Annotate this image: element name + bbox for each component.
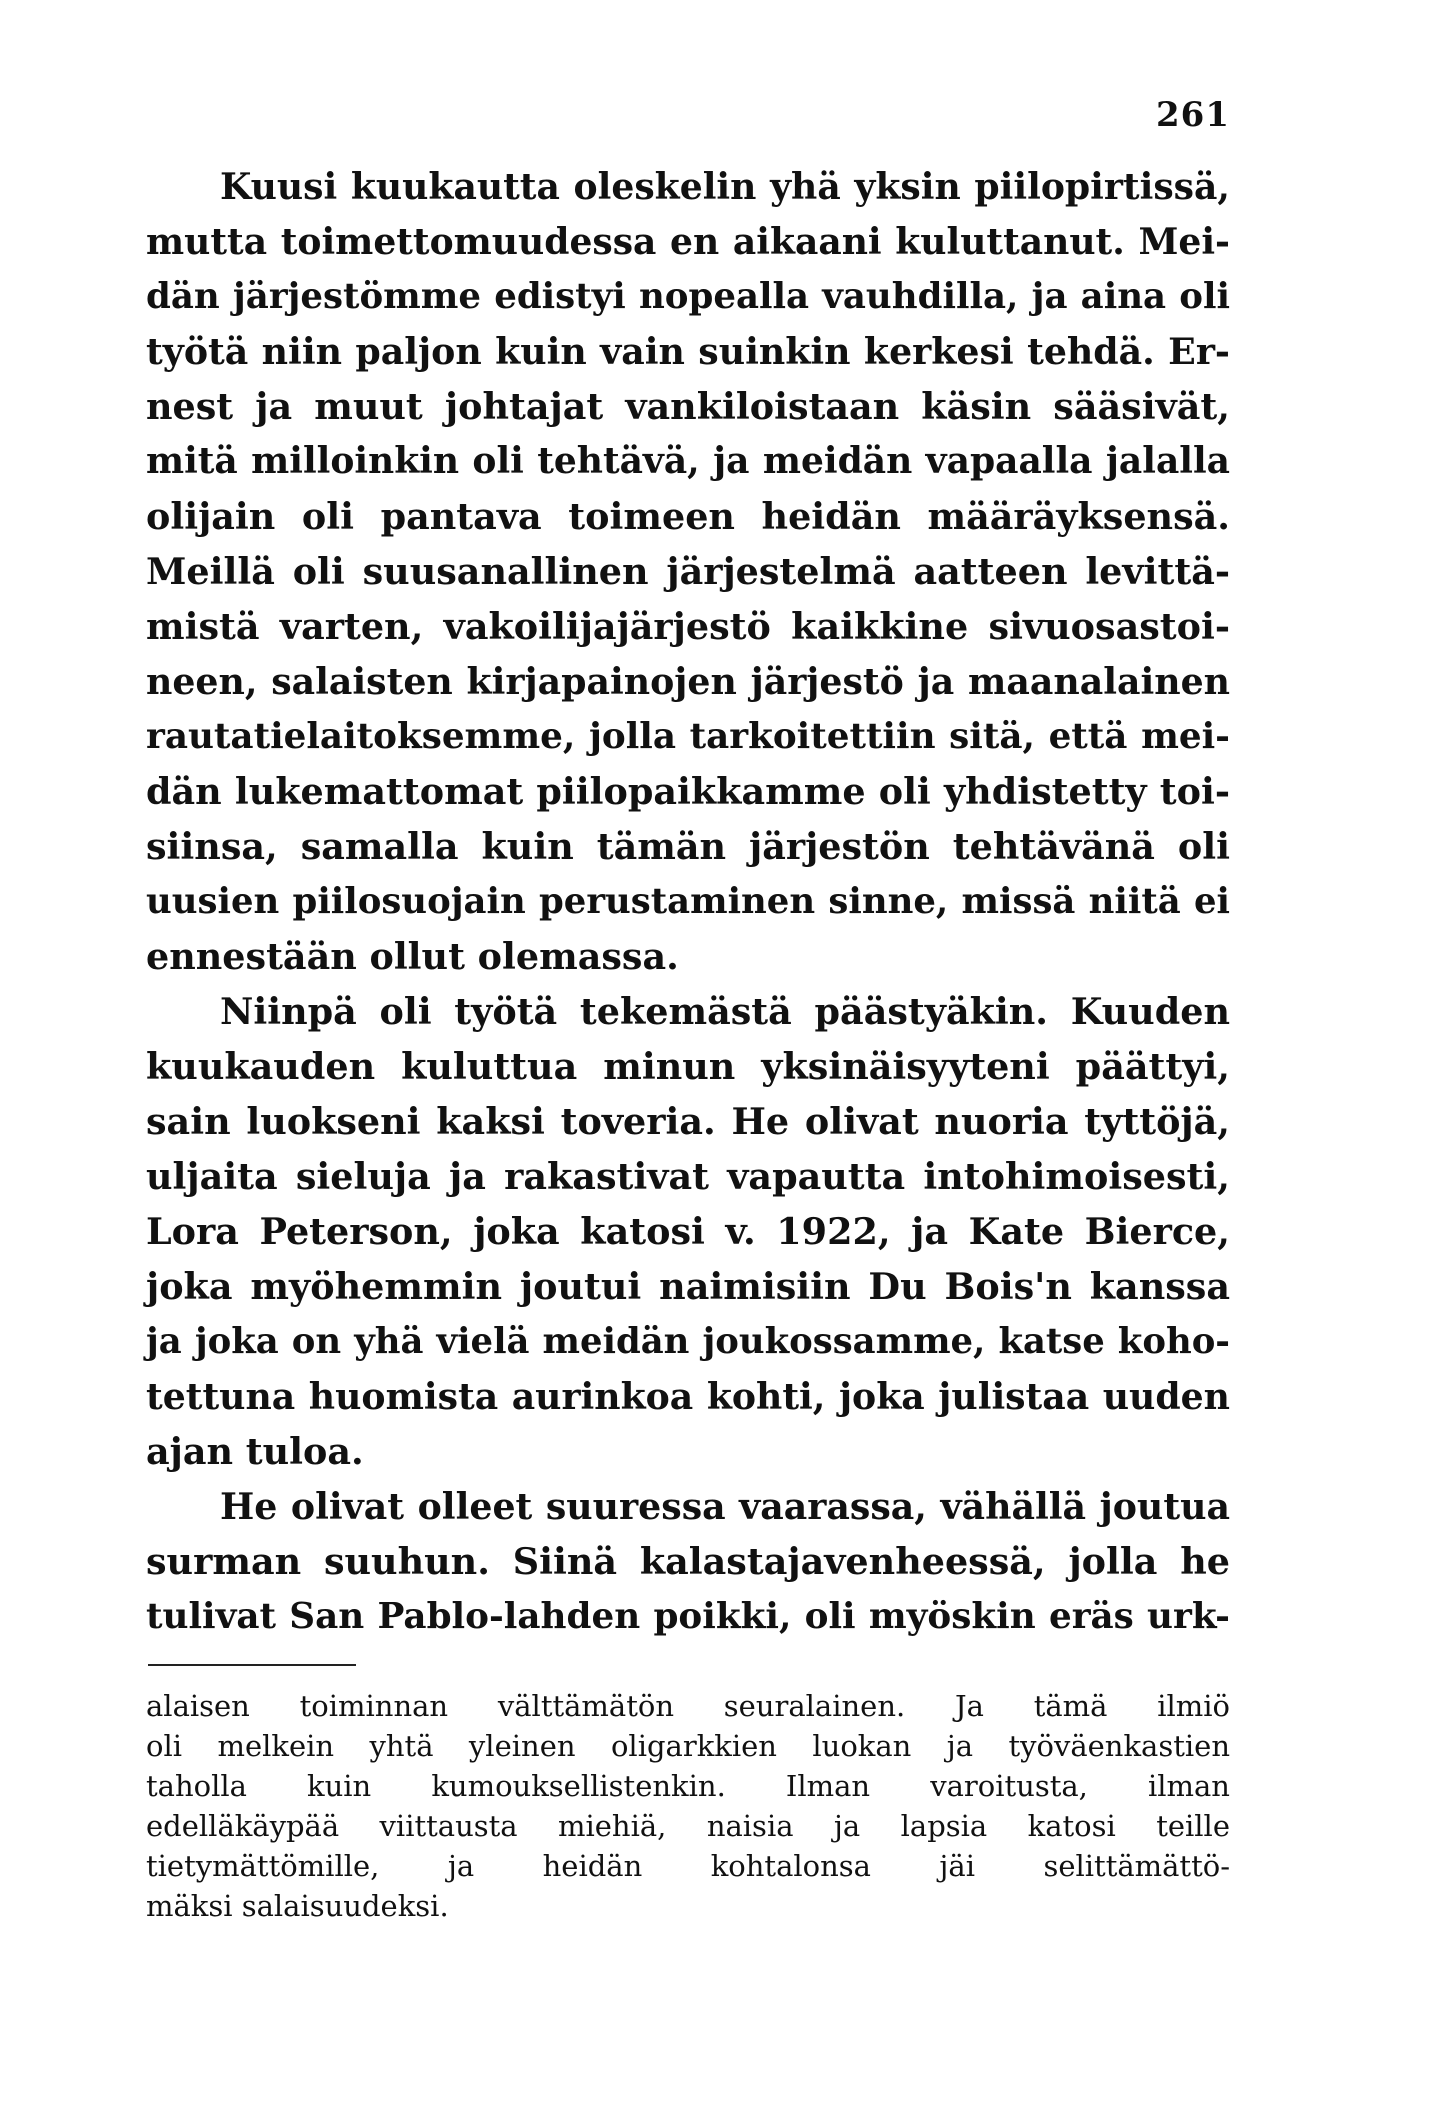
footnote-divider bbox=[148, 1664, 356, 1666]
text-line: uljaita sieluja ja rakastivat vapautta intohimoisesti, bbox=[146, 1155, 1230, 1198]
text-line: tettuna huomista aurinkoa kohti, joka julistaa uuden bbox=[146, 1375, 1230, 1418]
text-line: mistä varten, vakoilijajärjestö kaikkine sivuosastoi- bbox=[146, 605, 1230, 648]
text-line: ajan tuloa. bbox=[146, 1430, 364, 1473]
text-line: neen, salaisten kirjapainojen järjestö ja maanalainen bbox=[146, 660, 1230, 703]
text-line: Meillä oli suusanallinen järjestelmä aatteen levittä- bbox=[146, 550, 1230, 593]
text-line: sain luokseni kaksi toveria. He olivat nuoria tyttöjä, bbox=[146, 1100, 1230, 1143]
page-number: 261 bbox=[1156, 95, 1230, 135]
text-line: ennestään ollut olemassa. bbox=[146, 935, 679, 978]
text-line: olijain oli pantava toimeen heidän määräyksensä. bbox=[146, 495, 1230, 538]
text-line: Lora Peterson, joka katosi v. 1922, ja Kate Bierce, bbox=[146, 1210, 1230, 1253]
footnote-line: tietymättömille, ja heidän kohtalonsa jäi selittämättö- bbox=[146, 1849, 1230, 1883]
text-line: kuukauden kuluttua minun yksinäisyyteni päättyi, bbox=[146, 1045, 1230, 1088]
text-line: Niinpä oli työtä tekemästä päästyäkin. Kuuden bbox=[220, 990, 1230, 1033]
footnote bbox=[146, 1686, 1230, 1926]
text-line: ja joka on yhä vielä meidän joukossamme, katse koho- bbox=[146, 1321, 1230, 1362]
main-text bbox=[146, 159, 1230, 1644]
footnote-line: edelläkäypää viittausta miehiä, naisia ja lapsia katosi teille bbox=[146, 1809, 1230, 1843]
text-line: työtä niin paljon kuin vain suinkin kerkesi tehdä. Er- bbox=[146, 330, 1230, 373]
text-line: tulivat San Pablo-lahden poikki, oli myöskin eräs urk- bbox=[146, 1595, 1230, 1637]
footnote-line: alaisen toiminnan välttämätön seuralainen. Ja tämä ilmiö bbox=[146, 1689, 1230, 1723]
text-line: joka myöhemmin joutui naimisiin Du Bois'n kanssa bbox=[146, 1265, 1230, 1308]
text-line: rautatielaitoksemme, jolla tarkoitettiin sitä, että mei- bbox=[146, 715, 1230, 757]
footnote-line: mäksi salaisuudeksi. bbox=[146, 1889, 449, 1923]
footnote-line: taholla kuin kumouksellistenkin. Ilman varoitusta, ilman bbox=[146, 1769, 1230, 1803]
text-line: mutta toimettomuudessa en aikaani kuluttanut. Mei- bbox=[146, 220, 1230, 263]
text-line: uusien piilosuojain perustaminen sinne, missä niitä ei bbox=[146, 881, 1230, 922]
text-line: mitä milloinkin oli tehtävä, ja meidän vapaalla jalalla bbox=[146, 440, 1230, 482]
footnote-line: oli melkein yhtä yleinen oligarkkien luokan ja työväenkastien bbox=[146, 1729, 1230, 1763]
text-line: siinsa, samalla kuin tämän järjestön tehtävänä oli bbox=[146, 825, 1230, 868]
text-line: He olivat olleet suuressa vaarassa, vähällä joutua bbox=[220, 1485, 1230, 1528]
text-line: nest ja muut johtajat vankiloistaan käsin sääsivät, bbox=[146, 385, 1230, 428]
text-line: surman suuhun. Siinä kalastajavenheessä, jolla he bbox=[146, 1540, 1230, 1583]
text-line: Kuusi kuukautta oleskelin yhä yksin piilopirtissä, bbox=[220, 165, 1230, 208]
text-line: dän järjestömme edistyi nopealla vauhdilla, ja aina oli bbox=[146, 276, 1230, 317]
text-line: dän lukemattomat piilopaikkamme oli yhdistetty toi- bbox=[146, 770, 1230, 813]
